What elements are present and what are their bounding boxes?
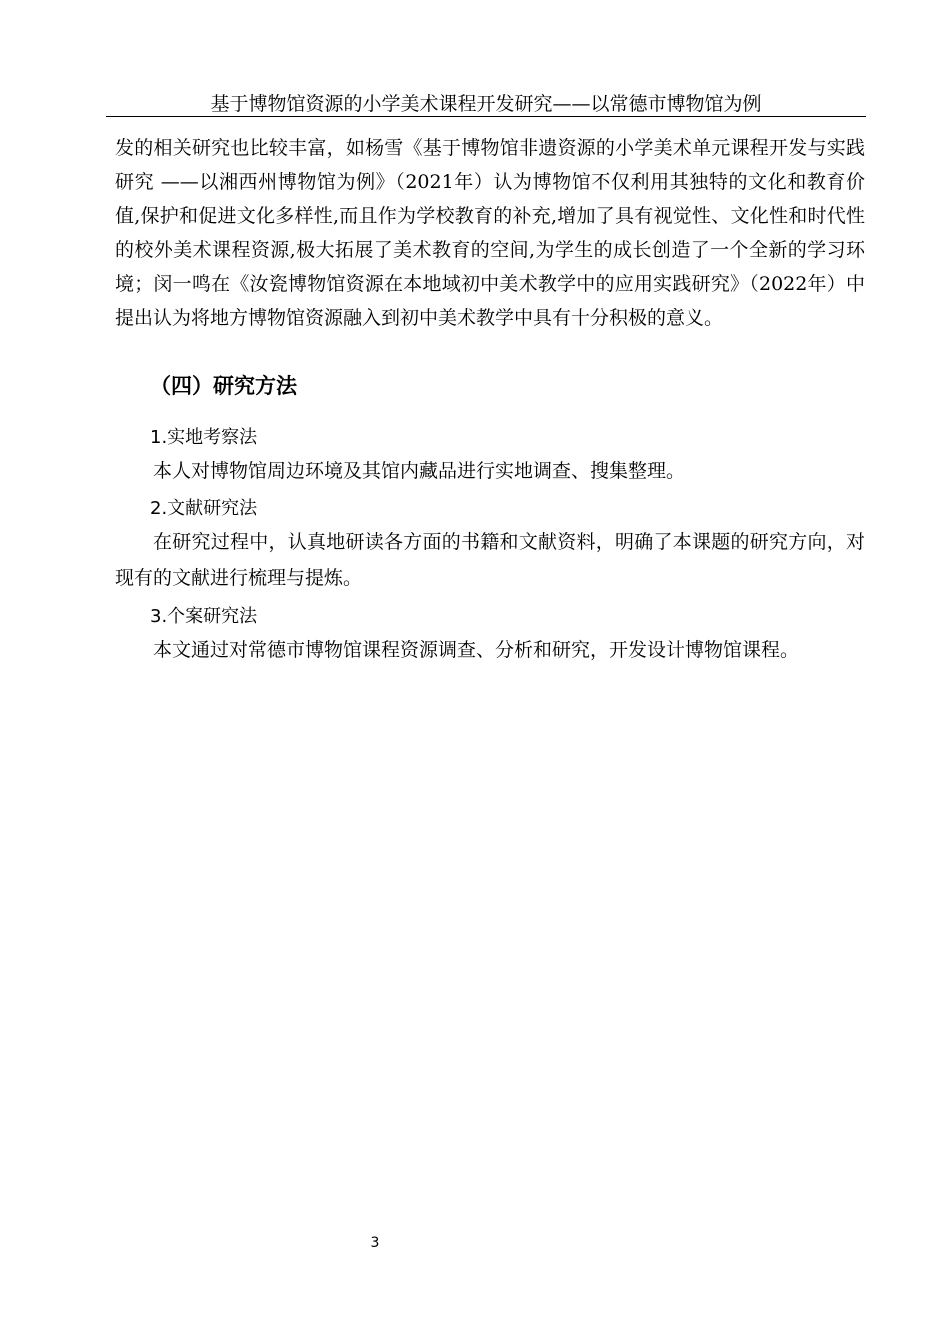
method-1-heading: 1.实地考察法 <box>150 427 258 448</box>
method-3-heading: 3.个案研究法 <box>150 606 258 627</box>
method-2-heading: 2.文献研究法 <box>150 498 258 519</box>
header-divider <box>106 116 866 117</box>
method-2-text: 在研究过程中，认真地研读各方面的书籍和文献资料，明确了本课题的研究方向，对现有的文献进行梳理与提炼。 <box>115 531 865 589</box>
running-header: 基于博物馆资源的小学美术课程开发研究——以常德市博物馆为例 <box>210 93 762 115</box>
page-number: 3 <box>370 1235 380 1251</box>
continuation-paragraph: 发的相关研究也比较丰富，如杨雪《基于博物馆非遗资源的小学美术单元课程开发与实践研究 ——以湘西州博物馆为例》（2021年）认为博物馆不仅利用其独特的文化和教育价值,保护和促进文化多样性,而且作为学校教育的补充,增加了具有视觉性、文化性和时代性的校外美术课程资源,极大拓展了美术教育的空间,为学生的成长创造了一个全新的学习环境；闵一鸣在《汝瓷博物馆资源在本地域初中美术教学中的应用实践研究》（2022年）中提出认为将地方博物馆资源融入到初中美术教学中具有十分积极的意义。 <box>115 137 865 329</box>
method-1-text: 本人对博物馆周边环境及其馆内藏品进行实地调查、搜集整理。 <box>153 460 686 482</box>
method-3-text: 本文通过对常德市博物馆课程资源调查、分析和研究，开发设计博物馆课程。 <box>153 639 800 661</box>
section-heading-research-methods: （四）研究方法 <box>150 374 297 398</box>
